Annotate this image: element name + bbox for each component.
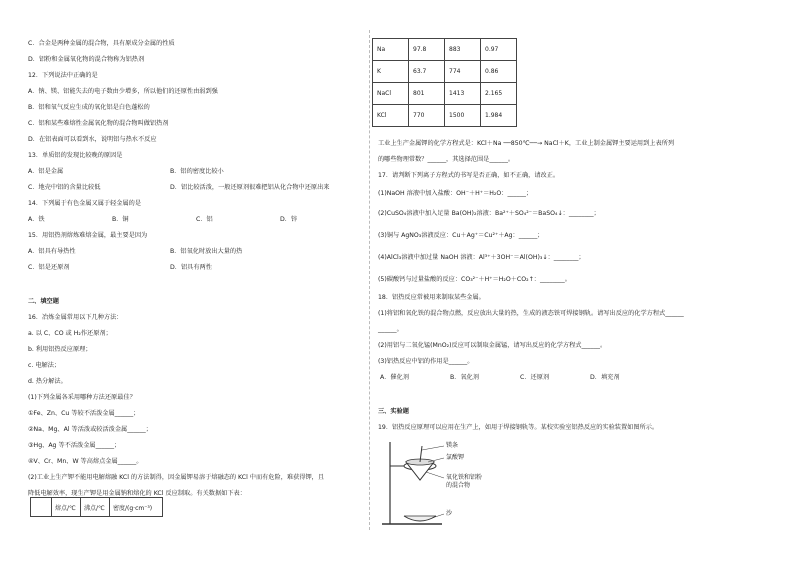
question-text-line: ④V、Cr、Mn、W 等高熔点金属______。 xyxy=(28,458,143,465)
question-text-line: c. 电解法； xyxy=(28,362,61,369)
question-text-line: d. 热分解法。 xyxy=(28,378,67,385)
question-text-line: (3)铝热反应中铝的作用是______。 xyxy=(378,358,474,365)
table-header-cell: 密度/(g·cm⁻³) xyxy=(110,498,163,517)
thermite-apparatus-figure xyxy=(382,432,502,527)
question-text-line: C．铝 xyxy=(196,216,213,223)
question-text-line: A．钠、镁、铝能失去的电子数由少增多，所以他们的还原性由弱到强 xyxy=(28,88,218,95)
question-text-line: 18．铝热反应常被用来制取某些金属。 xyxy=(378,294,485,301)
table-cell: 97.8 xyxy=(409,39,445,61)
table-cell: 770 xyxy=(409,105,445,127)
question-text-line: D．铝粉和金属氧化物的混合物称为铝热剂 xyxy=(28,56,145,63)
table-row xyxy=(373,105,517,127)
table-cell: Na xyxy=(373,39,409,61)
question-text-line: 12．下列说法中正确的是 xyxy=(28,72,98,79)
question-text-line: B．氧化剂 xyxy=(450,374,479,381)
question-text-line: 二、填空题 xyxy=(28,298,59,305)
table-header-cell: 熔点/℃ xyxy=(52,498,81,517)
table-row xyxy=(373,61,517,83)
question-text-line: (1)NaOH 溶液中加入盐酸：OH⁻＋H⁺＝H₂O：______； xyxy=(378,190,533,197)
label-kclo3: 氯酸钾 xyxy=(446,454,465,461)
question-text-line: b. 利用铝热反应原理； xyxy=(28,346,92,353)
question-text-line: A．铁 xyxy=(28,216,45,223)
table-header-cell: 沸点/℃ xyxy=(81,498,110,517)
question-text-line: C．铝和某些难熔性金属氧化物的混合物叫做铝热剂 xyxy=(28,120,169,127)
label-mixture: 氧化铁和铝粉 xyxy=(446,474,483,481)
question-text-line: ②Na、Mg、Al 等活泼或较活泼金属______； xyxy=(28,426,152,433)
label-magnesium: 镁条 xyxy=(446,442,459,449)
question-text-line: C．铝是还原剂 xyxy=(28,264,70,271)
question-text-line: 工业上生产金属钾的化学方程式是：KCl＋Na ──850℃──→ NaCl＋K，工业上制金属钾主要运用到上表所列 xyxy=(378,140,675,147)
question-text-line: B．铝和氧气反应生成的氧化铝是白色蓬松的 xyxy=(28,104,150,111)
question-text-line: a. 以 C、CO 或 H₂作还原剂； xyxy=(28,330,112,337)
question-text-line: (2)CuSO₄溶液中加入足量 Ba(OH)₂溶液：Ba²⁺＋SO₄²⁻＝BaSO₄↓：________； xyxy=(378,210,600,217)
question-text-line: A．催化剂 xyxy=(380,374,409,381)
table-cell: 1.984 xyxy=(481,105,517,127)
table-cell: 801 xyxy=(409,83,445,105)
question-text-line: 17．请判断下列离子方程式的书写是否正确，如不正确，请改正。 xyxy=(378,172,560,179)
table-cell: 1500 xyxy=(445,105,481,127)
table-cell: 0.97 xyxy=(481,39,517,61)
question-text-line: (1)下列金属各采用哪种方法还原最佳？ xyxy=(28,394,136,401)
question-text-line: (2)工业上生产钾不能用电解熔融 KCl 的方法制得，因金属钾易溶于熔融态的 KCl 中而有危险，难获得钾，且 xyxy=(28,474,325,481)
question-text-line: 的哪些物理常数？______，其选择范围是______。 xyxy=(378,156,515,163)
question-text-line: (2)用铝与二氧化锰(MnO₂)反应可以制取金属锰，请写出反应的化学方程式______。 xyxy=(378,342,607,349)
label-mixture-2: 的混合物 xyxy=(446,482,471,489)
question-text-line: D．锌 xyxy=(280,216,298,223)
table-row xyxy=(373,39,517,61)
table-cell: 0.86 xyxy=(481,61,517,83)
question-text-line: B．铝的密度比较小 xyxy=(170,168,224,175)
question-text-line: ③Hg、Ag 等不活泼金属______； xyxy=(28,442,121,449)
question-text-line: C．地壳中铝的含量比较低 xyxy=(28,184,101,191)
question-text-line: D．填充剂 xyxy=(590,374,620,381)
question-text-line: 19．铝热反应原理可以应用在生产上，如用于焊接钢轨等。某校实验室铝热反应的实验装置如图所示。 xyxy=(378,424,659,431)
question-text-line: A．铝具有导热性 xyxy=(28,248,76,255)
question-text-line: A．铝是金属 xyxy=(28,168,64,175)
question-text-line: D．铝比较活泼，一般还原剂很难把铝从化合物中还原出来 xyxy=(170,184,330,191)
table-cell: 63.7 xyxy=(409,61,445,83)
label-sand: 沙 xyxy=(446,510,453,517)
question-text-line: ______。 xyxy=(378,326,403,333)
question-text-line: D．铝具有两性 xyxy=(170,264,212,271)
table-cell: KCl xyxy=(373,105,409,127)
question-text-line: B．铝氧化时放出大量的热 xyxy=(170,248,243,255)
question-text-line: C．合金是两种金属的混合物，具有原成分金属的性质 xyxy=(28,40,175,47)
question-text-line: 三、实验题 xyxy=(378,408,409,415)
question-text-line: C．还原剂 xyxy=(520,374,550,381)
question-text-line: (3)铜与 AgNO₃溶液反应：Cu＋Ag⁺＝Cu²⁺＋Ag：______； xyxy=(378,232,544,239)
table-cell: 1413 xyxy=(445,83,481,105)
question-text-line: (4)AlCl₃溶液中加过量 NaOH 溶液：Al³⁺＋3OH⁻＝Al(OH)₃↓：________； xyxy=(378,254,585,261)
properties-table xyxy=(372,38,517,127)
table-cell: 883 xyxy=(445,39,481,61)
table-cell: 2.165 xyxy=(481,83,517,105)
table-header-cell xyxy=(31,498,52,517)
data-table-header xyxy=(30,497,163,517)
question-text-line: 13．单质铝的发现比较晚的原因是 xyxy=(28,152,123,159)
table-cell: K xyxy=(373,61,409,83)
question-text-line: ①Fe、Zn、Cu 等较不活泼金属______； xyxy=(28,410,140,417)
question-text-line: D．在铝表面可以看到水，说明铝与热水不反应 xyxy=(28,136,157,143)
question-text-line: B．铜 xyxy=(112,216,129,223)
question-text-line: (1)将铝和氧化铁的混合物点燃，反应放出大量的热，生成的液态铁可焊接钢轨。请写出反应的化学方程式______ xyxy=(378,310,684,317)
question-text-line: 16．冶炼金属常用以下几种方法： xyxy=(28,314,123,321)
question-text-line: 14．下列属于有色金属又属于轻金属的是 xyxy=(28,200,142,207)
table-row xyxy=(373,83,517,105)
table-cell: 774 xyxy=(445,61,481,83)
question-text-line: (5)碳酸钙与过量盐酸的反应：CO₃²⁻＋H⁺＝H₂O＋CO₂↑：________。 xyxy=(378,276,571,283)
question-text-line: 15．用铝热剂熔炼难熔金属，最主要是因为 xyxy=(28,232,148,239)
question-text-line: 降低电解效率，现生产钾是用金属钠和熔化的 KCl 反应制取。有关数据如下表： xyxy=(28,490,246,497)
column-divider xyxy=(369,30,370,530)
apparatus-drawing xyxy=(382,432,502,527)
table-cell: NaCl xyxy=(373,83,409,105)
